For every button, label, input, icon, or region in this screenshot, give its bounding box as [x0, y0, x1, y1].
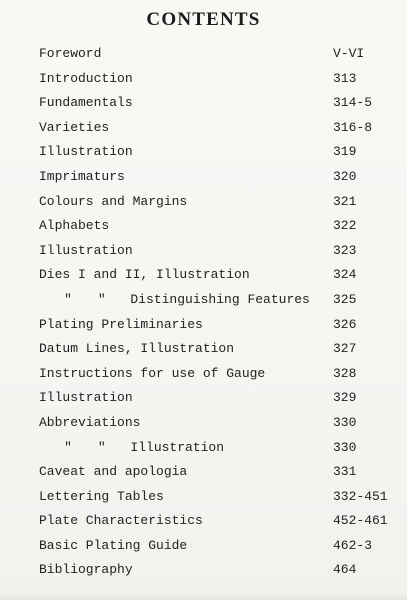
toc-row-fundamentals	[0, 91, 407, 116]
toc-page-number: 313	[333, 70, 357, 86]
ditto-mark: "	[97, 291, 106, 307]
toc-page-number: 328	[333, 365, 357, 381]
toc-page-number: 320	[333, 168, 357, 184]
toc-entry-subentry	[55, 440, 224, 455]
toc-row-varieties	[0, 116, 407, 141]
toc-entry-label: Instructions for use of Gauge	[39, 365, 266, 381]
toc-page-number: 314-5	[333, 95, 373, 111]
toc-page-number: 330	[333, 414, 357, 430]
toc-entry-label: Bibliography	[39, 562, 133, 578]
toc-entry-label: Illustration	[39, 242, 133, 258]
toc-page-number: 327	[333, 341, 357, 357]
toc-entry-label: Introduction	[39, 70, 133, 86]
toc-entry-label: Lettering Tables	[39, 488, 164, 504]
toc-entry-label: Basic Plating Guide	[39, 537, 188, 553]
toc-entry-label: Imprimaturs	[39, 168, 125, 184]
toc-row-bibliography	[0, 558, 407, 583]
toc-entry-label: Datum Lines, Illustration	[39, 341, 235, 357]
toc-page-number: 452-461	[333, 513, 388, 529]
toc-page-number: 325	[333, 291, 357, 307]
ditto-mark: "	[64, 291, 72, 307]
toc-row-colours-and-margins	[0, 190, 407, 215]
toc-row-plating-preliminaries	[0, 313, 407, 338]
toc-page-number: 331	[333, 464, 357, 480]
toc-page-number: 464	[333, 562, 357, 578]
toc-page-number: 330	[333, 439, 357, 455]
toc-entry-label: Alphabets	[39, 218, 110, 234]
toc-row-illustration-329	[0, 386, 407, 411]
toc-row-abbreviations	[0, 411, 407, 436]
toc-row-foreword	[0, 42, 407, 67]
toc-row-distinguishing-features	[0, 288, 407, 313]
toc-entry-label: Plate Characteristics	[39, 513, 203, 529]
ditto-mark: "	[64, 439, 72, 455]
toc-page-number: 322	[333, 218, 357, 234]
toc-page-number: 321	[333, 193, 357, 209]
toc-page-number: 326	[333, 316, 357, 332]
toc-row-lettering-tables	[0, 485, 407, 510]
page-bottom-edge	[0, 594, 407, 600]
toc-row-gauge-instructions	[0, 362, 407, 387]
toc-row-alphabets	[0, 214, 407, 239]
toc-row-dies-illustration	[0, 263, 407, 288]
toc-entry-label: Illustration	[130, 439, 225, 455]
toc-entry-label: Illustration	[39, 144, 133, 160]
toc-entry-label: Plating Preliminaries	[39, 316, 203, 332]
toc-entry-label: Dies I and II, Illustration	[39, 267, 250, 283]
toc-page-number: 316-8	[333, 119, 373, 135]
toc-page-number: 324	[333, 267, 357, 283]
toc-row-abbreviations-illustration	[0, 436, 407, 461]
toc-page-number: 323	[333, 242, 357, 258]
toc-entry-label: Distinguishing Features	[130, 291, 310, 307]
toc-page-number: 329	[333, 390, 357, 406]
toc-entry-label: Foreword	[39, 46, 102, 61]
toc-row-basic-plating-guide	[0, 534, 407, 559]
toc-row-illustration-323	[0, 239, 407, 264]
toc-entry-subentry	[55, 292, 310, 307]
toc-entry-label: Caveat and apologia	[39, 464, 188, 480]
toc-page-number: 319	[333, 144, 357, 160]
toc-page-number: 462-3	[333, 537, 373, 553]
toc-row-caveat	[0, 460, 407, 485]
toc-page-number: V-VI	[333, 46, 365, 61]
ditto-mark: "	[97, 439, 106, 455]
toc-row-datum-lines	[0, 337, 407, 362]
toc-entry-label: Varieties	[39, 119, 110, 135]
table-of-contents	[0, 42, 407, 583]
page-title: CONTENTS	[146, 9, 261, 30]
toc-entry-label: Fundamentals	[39, 95, 133, 111]
toc-entry-label: Illustration	[39, 390, 133, 406]
toc-row-imprimaturs	[0, 165, 407, 190]
toc-entry-label: Abbreviations	[39, 414, 141, 430]
toc-row-plate-characteristics	[0, 509, 407, 534]
toc-row-introduction	[0, 67, 407, 92]
toc-row-illustration-319	[0, 140, 407, 165]
toc-page-number: 332-451	[333, 488, 388, 504]
toc-entry-label: Colours and Margins	[39, 193, 188, 209]
